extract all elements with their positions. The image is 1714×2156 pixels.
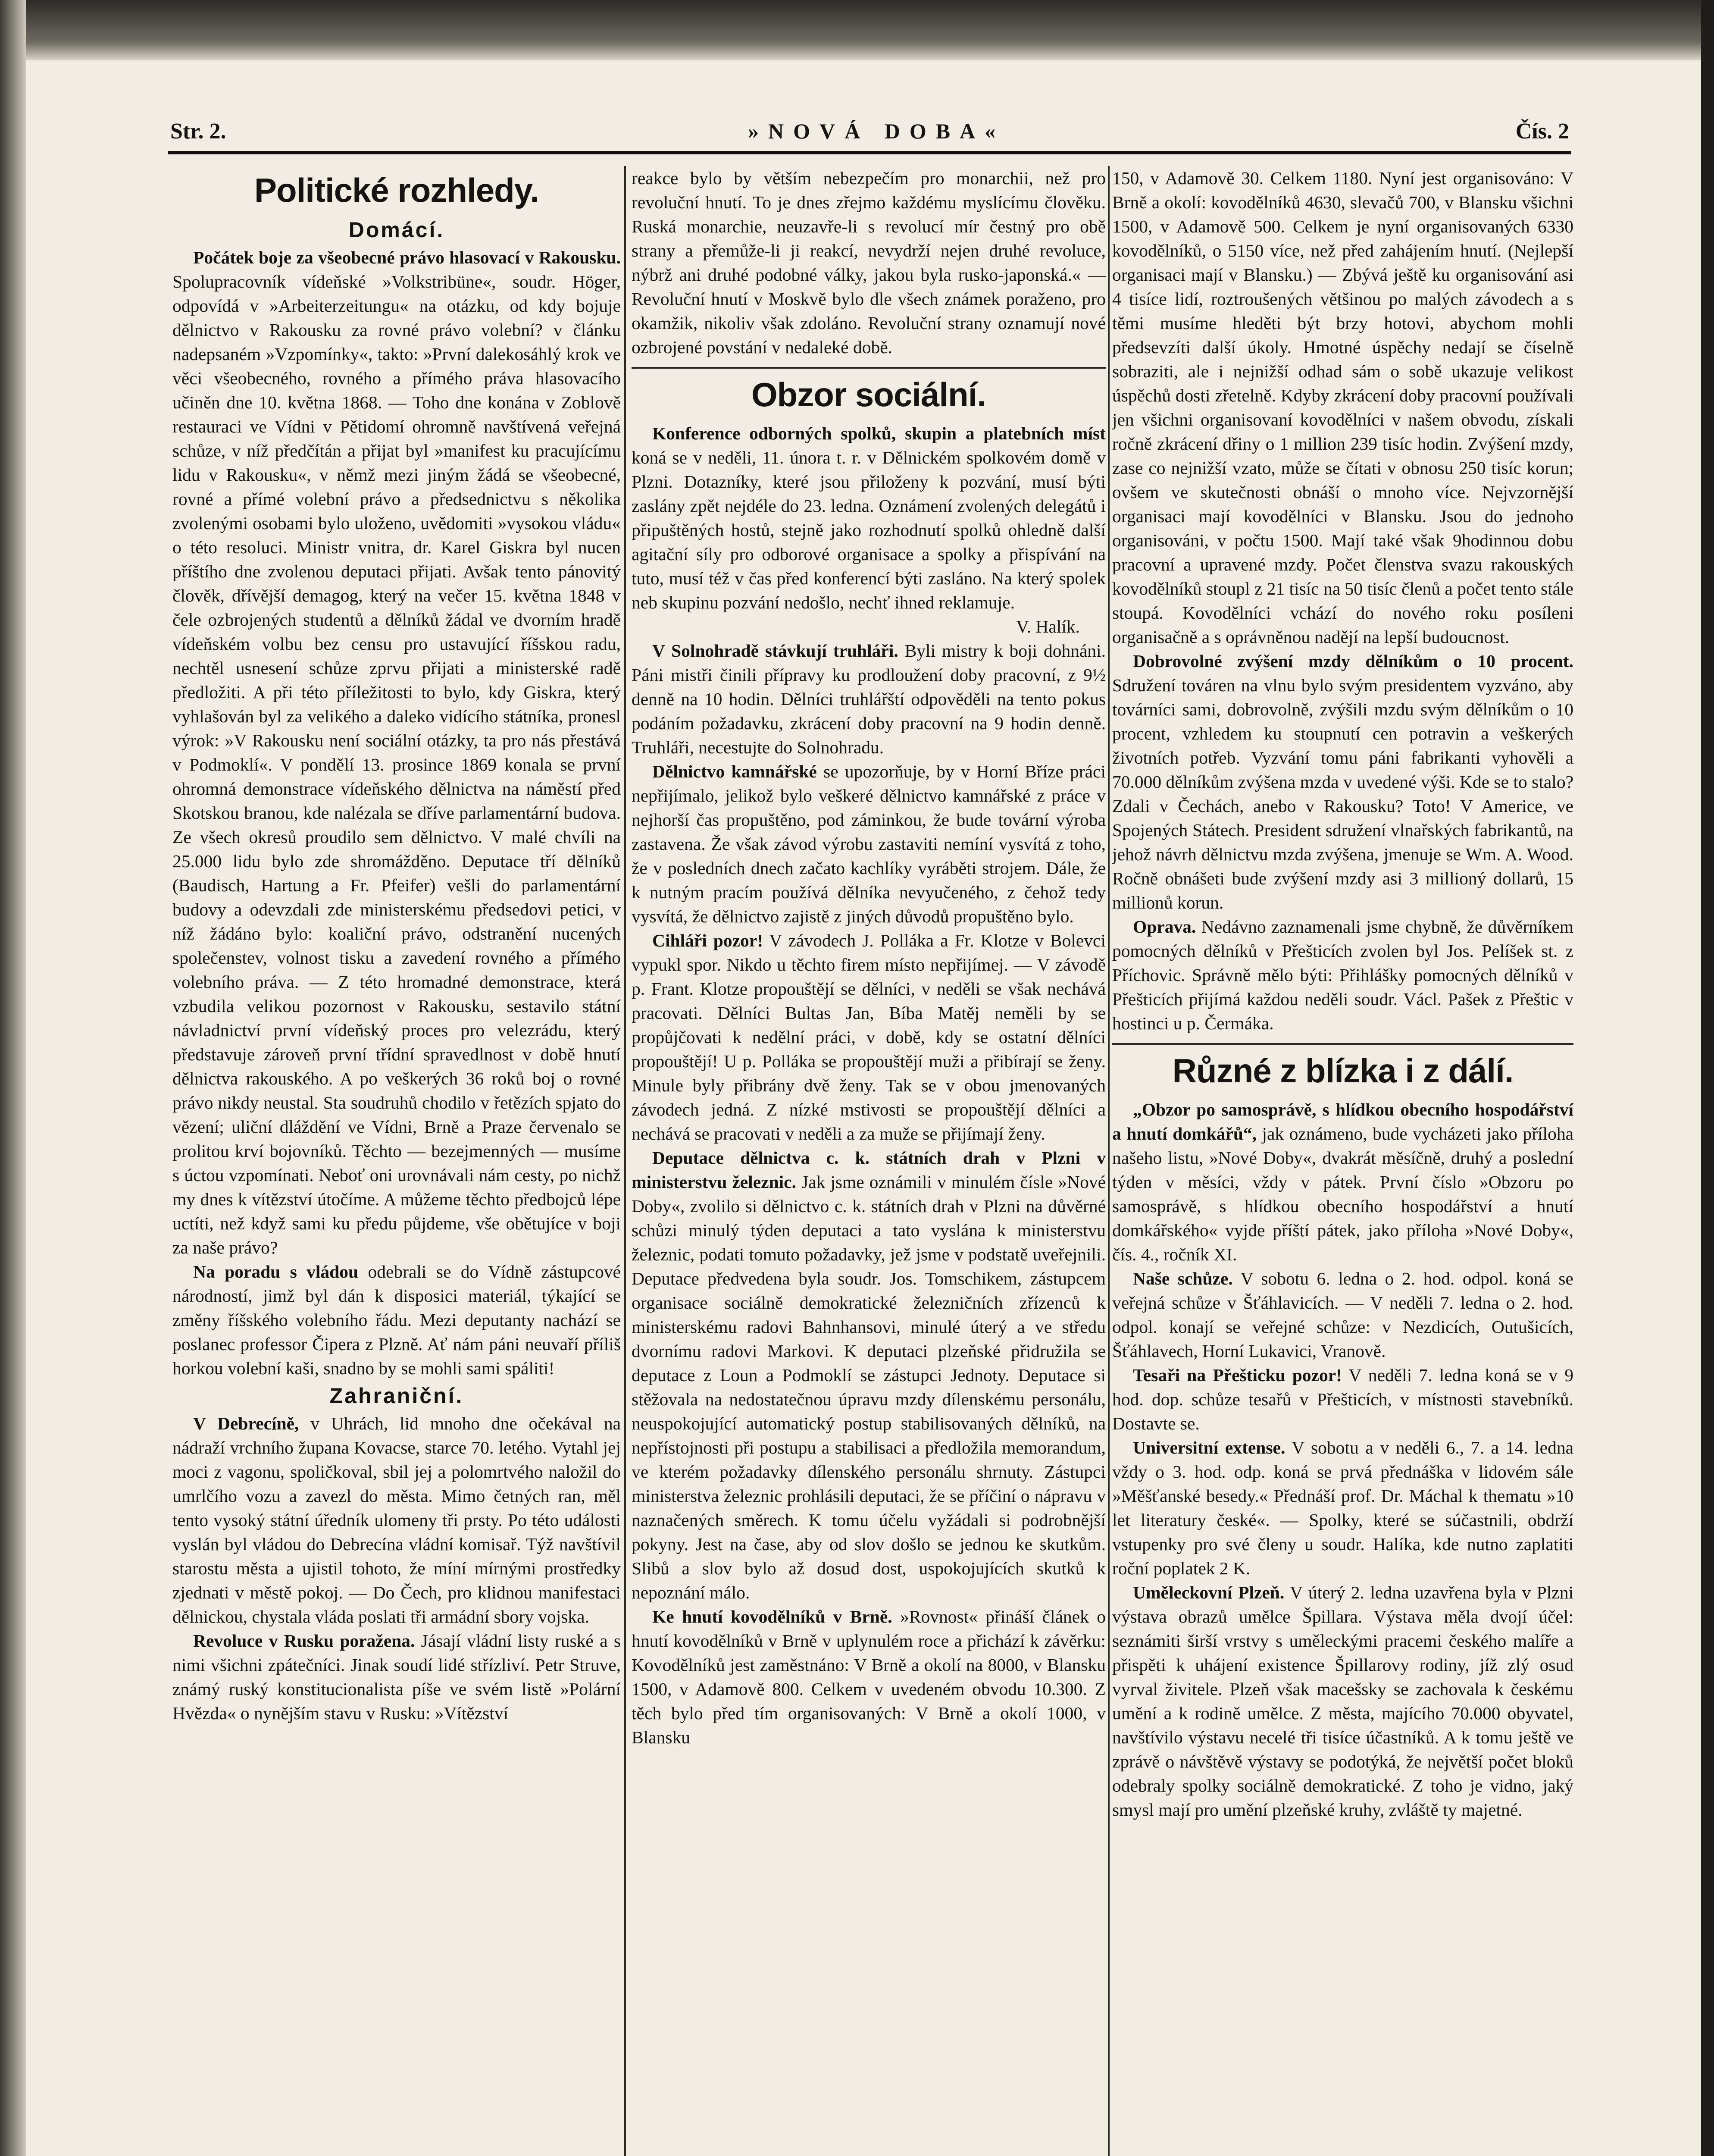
article-headline: Uměleckovní Plzeň. bbox=[1133, 1583, 1285, 1602]
article bbox=[1112, 1363, 1573, 1435]
section-rule bbox=[632, 367, 1106, 369]
article-body: koná se v neděli, 11. února t. r. v Dělnickém spolkovém domě v Plzni. Dotazníky, které jsou přiloženy k pozvání, musí býti zaslány zpět nejdéle do 23. ledna. Oznámení zvolených delegátů i připuštěných hostů, stejně jako rozhodnutí spolků ohledně další agitační síly pro odborové organisace a spolky a přispívání na tuto, musí též v čas před konferencí býti zasláno. Na který spolek neb skupinu pozvání nedošlo, nechť ihned reklamuje. bbox=[632, 448, 1106, 612]
article bbox=[1112, 1097, 1573, 1266]
subsection-domaci: Domácí. bbox=[348, 218, 445, 242]
article-headline: Dělnictvo kamnářské bbox=[652, 761, 817, 781]
section-title-obzor: Obzor sociální. bbox=[751, 376, 986, 414]
article-headline: Počátek boje za všeobecné právo hlasovací v Rakousku. bbox=[193, 248, 621, 267]
page-number: Str. 2. bbox=[170, 119, 226, 144]
article-headline: Cihláři pozor! bbox=[652, 931, 763, 950]
article-continuation: 150, v Adamově 30. Celkem 1180. Nyní jest organisováno: V Brně a okolí: kovodělníků 4630, slevačů 700, v Blansku všichni 1500, v Adamově 500. Celkem je nyní organisovaných 6330 kovodělníků, o 5150 více, než před zahájením hnutí. (Nejlepší organisaci mají v Blansku.) — Zbývá ještě ku organisování asi 4 tisíce lidí, roztroušených většinou po malých závodech a s těmi musíme hleděti být brzy hotovi, abychom mohli předsevzíti další úkoly. Hmotné úspěchy nedají se číselně sobraziti, ale i nejnižší odhad sám o sobě ukazuje velikost úspěchů dosti zřetelně. Kdyby zkrácení doby pracovní používali jen všichni organisovaní kovodělníci v našem obvodu, získali ročně zkrácení dřiny o 1 million 239 tisíc hodin. Zvýšení mzdy, zase co nejnižší vzato, může se čítati v obnosu 250 tisíc korun; ovšem ve skutečnosti obnáší o mnoho více. Nejvzornější organisaci mají kovodělníci v Blansku. Jsou do jednoho organisováni, v počtu 1500. Mají také však 9hodinnou dobu pracovní a upravené mzdy. Počet členstva svazu rakouských kovodělníků stoupl z 21 tisíc na 50 tisíc členů a počet tento stále stoupá. Kovodělníci vchází do nového roku posíleni organisačně a s oprávněnou nadějí na lepší budoucnost. bbox=[1112, 168, 1573, 647]
article-headline: Deputace dělnictva c. k. státních drah v Plzni v ministerstvu železnic. bbox=[632, 1148, 1106, 1192]
section-title-ruzne: Různé z blízka i z dálí. bbox=[1172, 1052, 1514, 1090]
article-body: V sobotu 6. ledna o 2. hod. odpol. koná se veřejná schůze v Šťáhlavicích. — V neděli 7. ledna o 2. hod. odpol. konají se veřejné schůze: v Nezdicích, Outušicích, Šťáhlavech, Horní Lukavici, Vranově. bbox=[1112, 1269, 1573, 1361]
article-headline: Naše schůze. bbox=[1133, 1269, 1233, 1288]
article bbox=[172, 245, 621, 1260]
column-3 bbox=[1112, 166, 1573, 2156]
article bbox=[172, 1260, 621, 1380]
section-rule bbox=[1112, 1043, 1573, 1045]
article-body: Jásají vládní listy ruské a s nimi všichni zpátečníci. Jinak soudí lidé střízliví. Petr Struve, známý ruský konstitucionalista píše ve svém listě »Polární Hvězda« o nynějším stavu v Rusku: »Vítězství bbox=[172, 1631, 621, 1723]
article-headline: Dobrovolné zvýšení mzdy dělníkům o 10 procent. bbox=[1133, 651, 1573, 671]
article-body: Sdružení továren na vlnu bylo svým presidentem vyzváno, aby továrníci sami, dobrovolně, zvýšili mzdu svým dělníkům o 10 procent, vzhledem ku stoupnutí cen potravin a veškerých životních potřeb. Vyzvání tomu páni fabrikanti vyhověli a 70.000 dělníkům zvýšena mzda v uvedené výši. Kde se to stalo? Zdali v Čechách, anebo v Rakousku? Toto! V Americe, ve Spojených Státech. President sdružení vlnařských fabrikantů, na jehož návrh dělnictvu mzda zvýšena, jmenuje se Wm. A. Wood. Ročně obnášeti bude zvýšení mzdy asi 3 millioný dollarů, 15 millionů korun. bbox=[1112, 675, 1573, 912]
subsection-zahranicni: Zahraniční. bbox=[329, 1384, 464, 1408]
header-rule bbox=[168, 151, 1571, 154]
article-body: Jak jsme oznámili v minulém čísle »Nové Doby«, zvolilo si dělnictvo c. k. státních drah v Plzni na důvěrné schůzi minulý týden deputaci a tato vyslána k ministerstvu železnic, podati tomuto požadavky, jež jsme v podstatě uveřejnili. Deputace předvedena byla soudr. Jos. Tomschikem, zástupcem organisace sociálně demokratické železničních zřízenců k ministerskému radovi Bahnhansovi, minulé úterý a ve středu dvornímu radovi Markovi. K deputaci plzeňské přidružila se deputace z Loun a Podmoklí se zástupci Jednoty. Deputace si stěžovala na nedostatečnou úpravu mzdy dílenskému personálu, neuspokojující automatický postup stabilisovaných dělníků, na nepřístojnosti při postupu a stabilisaci a předložila memorandum, ve kterém požadavky dílenského personálu shrnuty. Zástupci ministerstva železnic prohlásili deputaci, že se příčiní o nápravu v naznačených směrech. K tomu účelu vyžádali si podrobnější pokyny. Jest na čase, aby od slov došlo se jednou ke skutkům. Slibů a slov bylo až dosud dost, uspokojujících skutků k nepoznání málo. bbox=[632, 1172, 1106, 1602]
article-headline: Konference odborných spolků, skupin a platebních míst bbox=[652, 423, 1106, 443]
article-headline: Tesaři na Přešticku pozor! bbox=[1133, 1365, 1342, 1385]
column-divider bbox=[624, 166, 626, 2156]
article bbox=[172, 1411, 621, 1629]
article-headline: Oprava. bbox=[1133, 917, 1196, 937]
article bbox=[1112, 1266, 1573, 1363]
article bbox=[1112, 1435, 1573, 1580]
article-body: v Uhrách, lid mnoho dne očekával na nádraží vrchního župana Kovacse, starce 70. letého. Vytahl jej moci z vagonu, spoličkoval, sbil jej a polomrtvého naložil do umrlčího vozu a zavezl do města. Mimo četných ran, měl tento vysoký státní úředník ulomeny tři prsty. Po této události vyslán byl vládou do Debrecína vládní komisař. Týž navštívil starostu města a ujistil tohoto, že míní mírnými prostředky zjednati v městě pokoj. — Do Čech, pro klidnou manifestaci dělnickou, chystala vláda poslati tři armádní sbory vojska. bbox=[172, 1413, 621, 1626]
article-body: se upozorňuje, by v Horní Bříze práci nepřijímalo, jelikož bylo veškeré dělnictvo kamnářské z práce v nejhorší čas propuštěno, pod záminkou, že bude tovární výroba zastavena. Že však závod výrobu zastaviti nemíní vysvítá z toho, že v posledních dnech začato kachlíky vyráběti strojem. Dále, že k nutným pracím používá dělníka nevyučeného, z čehož tedy vysvítá, že dělnictvo zajistě z jiných důvodů propuštěno bylo. bbox=[632, 761, 1106, 926]
article-body: jak oznámeno, bude vycházeti jako příloha našeho listu, »Nové Doby«, dvakrát měsíčně, druhý a poslední týden v měsíci, vždy v pátek. První číslo »Obzoru po samosprávě, s hlídkou obecního hospodářství a hnutí domkářského« vyjde příští pátek, jako příloha »Nové Doby«, čís. 4., ročník XI. bbox=[1112, 1124, 1573, 1264]
article bbox=[632, 1146, 1106, 1604]
article-signature: V. Halík. bbox=[1016, 617, 1080, 636]
article-headline: V Debrecíně, bbox=[193, 1413, 299, 1433]
article-headline: Na poradu s vládou bbox=[193, 1262, 359, 1282]
article-body: Byli mistry k boji dohnáni. Páni mistři činili přípravy ku prodloužení doby pracovní, z 9½ denně na 10 hodin. Dělníci truhlářští odpověděli na tento pokus podáním požadavku, zkrácení doby pracovní na 9 hodin denně. Truhláři, necestujte do Solnohradu. bbox=[632, 641, 1106, 757]
article bbox=[632, 639, 1106, 759]
article-body: V závodech J. Polláka a Fr. Klotze v Bolevci vypukl spor. Nikdo u těchto firem místo nepřijímej. — V závodě p. Frant. Klotze propouštějí se dělníci, v neděli se však nechává pracovati. Dělníci Bultas Jan, Bíba Matěj neměli by se propůjčovati k nedělní práci, v době, kdy se ostatní dělníci propouštějí! U p. Polláka se propouštějí muži a přibírají se ženy. Minule byly přibrány dvě ženy. Tak se v obou jmenovaných závodech jedná. Z nízké mstivosti se propouštějí dělníci a nechává se pracovati v neděli a za muže se přijímají ženy. bbox=[632, 931, 1106, 1144]
column-divider bbox=[1108, 166, 1110, 2156]
article-body: Nedávno zaznamenali jsme chybně, že důvěrníkem pomocných dělníků v Přešticích zvolen byl Jos. Pelíšek st. z Příchovic. Správně mělo býti: Přihlášky pomocných dělníků v Přešticích přijímá každou neděli soudr. Václ. Pašek z Přeštic v hostinci u p. Čermáka. bbox=[1112, 917, 1573, 1033]
article bbox=[632, 759, 1106, 928]
article-headline: Universitní extense. bbox=[1133, 1438, 1286, 1457]
article bbox=[1112, 649, 1573, 915]
article bbox=[172, 1629, 621, 1725]
article-headline: „Obzor po samosprávě, s hlídkou obecního hospodářství a hnutí domkářů“, bbox=[1112, 1100, 1573, 1144]
article bbox=[632, 1604, 1106, 1749]
article-body: Spolupracovník vídeňské »Volkstribüne«, soudr. Höger, odpovídá v »Arbeiterzeitungu« na otázku, od kdy bojuje dělnictvo v Rakousku za rovné právo volební? v článku nadepsaném »Vzpomínky«, takto: »První dalekosáhlý krok ve věci všeobecného, rovného a přímého práva hlasovacího učiněn dne 10. května 1868. — Toho dne konána v Zoblově restauraci ve Vídni v Pětidomí ohromně navštívená veřejná schůze, v níž předčítán a přijat byl »manifest ku pracujícímu lidu v Rakousku«, v němž mezi jiným žádá se všeobecné, rovné a přímé volební právo a předsednictvu s několika zvolenými osobami bylo uloženo, uvědomiti »vysokou vládu« o této resoluci. Ministr vnitra, dr. Karel Giskra byl nucen příštího dne zvolenou deputaci přijati. Avšak tento pánovitý člověk, dřívější demagog, který na večer 15. května 1848 v čele ozbrojených studentů a dělníků žádal ve dvorním hradě vídeňském volbu bez censu pro ustavující říšskou radu, nechtěl usnesení schůze zprvu přijati a ministerské radě předložiti. A při této příležitosti to bylo, kdy Giskra, který vyhlašován byl za velikého a daleko vidícího státníka, pronesl výrok: »V Rakousku není sociální otázky, ta pro nás přestává v Podmoklí«. V pondělí 13. prosince 1869 konala se první ohromná demonstrace vídeňského dělnictva na náměstí před Skotskou branou, kde nalézala se dříve parlamentární budova. Ze všech okresů proudilo sem dělnictvo. V malé chvíli na 25.000 lidu bylo zde shromážděno. Deputace tří dělníků (Baudisch, Hartung a Fr. Pfeifer) vešli do parlamentární budovy a odevzdali zde ministerskému předsedovi petici, v níž žádáno bylo: koaliční právo, odstranění nucených společenstev, volnost tisku a zavedení rovného a přímého volebního práva. — Z této hromadné demonstrace, která vzbudila velikou pozornost v Rakousku, sestavilo státní návladnictví první vídeňský proces pro velezrádu, který představuje zároveň první třídní spravedlnost v době hnutí dělnictva rakouského. A po veškerých 36 roků boj o rovné právo nikdy neustal. Sta soudruhů chodilo v řetězích spjato do vězení; uliční dláždění ve Vídni, Brně a Praze červenalo se prolitou krví bojovníků. Těchto — bezejmenných — musíme s úctou vzpomínati. Neboť oni urovnávali nám cesty, po nichž my dnes k vítězství útočíme. A můžeme těchto předbojců lépe uctíti, než když sami ku předu půjdeme, vše obětujíce v boji za naše právo? bbox=[172, 272, 621, 1257]
issue-number: Čís. 2 bbox=[1515, 119, 1569, 144]
masthead: »NOVÁ DOBA« bbox=[748, 119, 1005, 143]
article bbox=[632, 421, 1106, 614]
column-2 bbox=[632, 166, 1106, 2156]
article-body: odebrali se do Vídně zástupcové národností, jimž byl dán k disposici materiál, týkající se změny říšského volebního řádu. Mezi deputanty nachází se poslanec professor Čipera z Plzně. Ať nám páni neuvaří příliš horkou volební kaši, snadno by se mohli sami spáliti! bbox=[172, 1262, 621, 1378]
article-body: V neděli 7. ledna koná se v 9 hod. dop. schůze tesařů v Přešticích, v místnosti stavebníků. Dostavte se. bbox=[1112, 1365, 1573, 1433]
article-body: V úterý 2. ledna uzavřena byla v Plzni výstava obrazů umělce Špillara. Výstava měla dvojí účel: seznámiti širší vrstvy s uměleckými pracemi českého malíře a přispěti k uhájení existence Špillarovy rodiny, jíž zlý osud vyrval živitele. Plzeň však macešsky se zachovala k českému umění a k rodině umělce. Z města, majícího 70.000 obyvatel, navštívilo výstavu necelé tři tisíce účastníků. A k tomu ještě ve zprávě o návštěvě výstavy se podotýká, že největší počet bloků odebraly spolky sociálně demokratické. Z toho je vidno, jaký smysl mají pro umění plzeňské kruhy, zvláště ty majetné. bbox=[1112, 1583, 1573, 1820]
article-body: V sobotu a v neděli 6., 7. a 14. ledna vždy o 3. hod. odp. koná se prvá přednáška v lidovém sále »Měšťanské besedy.« Přednáší prof. Dr. Máchal k thematu »10 let literatury české«. — Spolky, které se súčastnili, obdrží vstupenky pro své členy u soudr. Halíka, kde nutno zaplatiti roční poplatek 2 K. bbox=[1112, 1438, 1573, 1578]
scan-edge-left bbox=[0, 0, 26, 2156]
scan-edge-top bbox=[0, 0, 1701, 60]
page-header bbox=[170, 119, 1569, 149]
section-title-politicke: Politické rozhledy. bbox=[254, 171, 539, 209]
article bbox=[632, 928, 1106, 1146]
article-continuation: reakce bylo by větším nebezpečím pro monarchii, než pro revoluční hnutí. To je dnes zřejmo každému myslícímu člověku. Ruská monarchie, neuzavře-li s revolucí mír čestný pro obě strany a přemůže-li ji reakcí, nevydrží nejen druhé revoluce, nýbrž ani druhé podobné války, jakou byla rusko-japonská.« — Revoluční hnutí v Moskvě bylo dle všech známek poraženo, pro okamžik, nikoliv však zdoláno. Revoluční strany oznamují nové ozbrojené povstání v nedaleké době. bbox=[632, 168, 1106, 357]
article-headline: Revoluce v Rusku poražena. bbox=[193, 1631, 415, 1651]
column-1 bbox=[172, 166, 621, 2156]
article-body: »Rovnost« přináší článek o hnutí kovodělníků v Brně v uplynulém roce a přichází k závěrku: Kovodělníků jest zaměstnáno: V Brně a okolí na 8000, v Blansku 1500, v Adamově 800. Celkem v uvedeném obvodu 10.300. Z těch bylo před tím organisovaných: V Brně a okolí 1000, v Blansku bbox=[632, 1607, 1106, 1747]
article-headline: V Solnohradě stávkují truhláři. bbox=[652, 641, 898, 661]
article bbox=[1112, 915, 1573, 1035]
article-headline: Ke hnutí kovodělníků v Brně. bbox=[652, 1607, 892, 1626]
article bbox=[1112, 1580, 1573, 1822]
